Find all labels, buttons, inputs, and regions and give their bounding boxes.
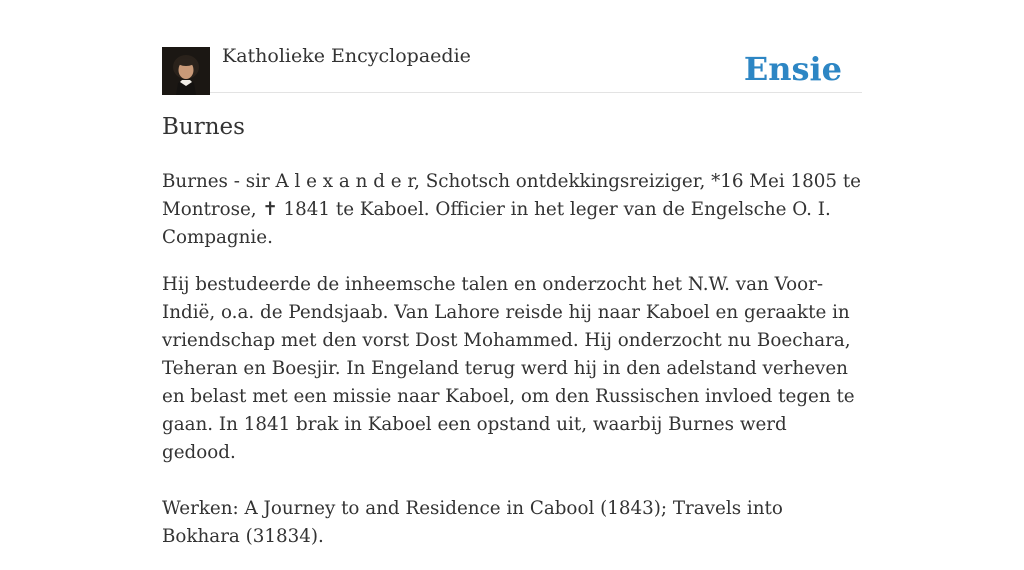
site-title[interactable]: Katholieke Encyclopaedie <box>222 45 471 67</box>
site-header <box>162 0 862 93</box>
article-works: Werken: A Journey to and Residence in Cabool (1843); Travels into Bokhara (31834). <box>162 498 783 547</box>
brand-logo[interactable]: Ensie <box>743 50 842 88</box>
article-body <box>162 168 862 570</box>
article-paragraph-biography: Hij bestudeerde de inheemsche talen en onderzocht het N.W. van Voor-Indië, o.a. de Pendsjaab. Van Lahore reisde hij naar Kaboel en geraakte in vriendschap met den vorst Dost Mohammed. Hij onderzocht nu Boechara, Teheran en Boesjir. In Engeland terug werd hij in den adelstand verheven en belast met een missie naar Kaboel, om den Russischen invloed tegen te gaan. In 1841 brak in Kaboel een opstand uit, waarbij Burnes werd gedood. <box>162 274 855 463</box>
portrait-icon <box>162 47 210 95</box>
page <box>162 0 862 547</box>
avatar[interactable] <box>162 47 210 95</box>
page-title: Burnes <box>162 114 245 140</box>
article-paragraph-intro: Burnes - sir A l e x a n d e r, Schotsch ontdekkingsreiziger, *16 Mei 1805 te Montrose, ✝ 1841 te Kaboel. Officier in het leger van de Engelsche O. I. Compagnie. <box>162 171 861 248</box>
